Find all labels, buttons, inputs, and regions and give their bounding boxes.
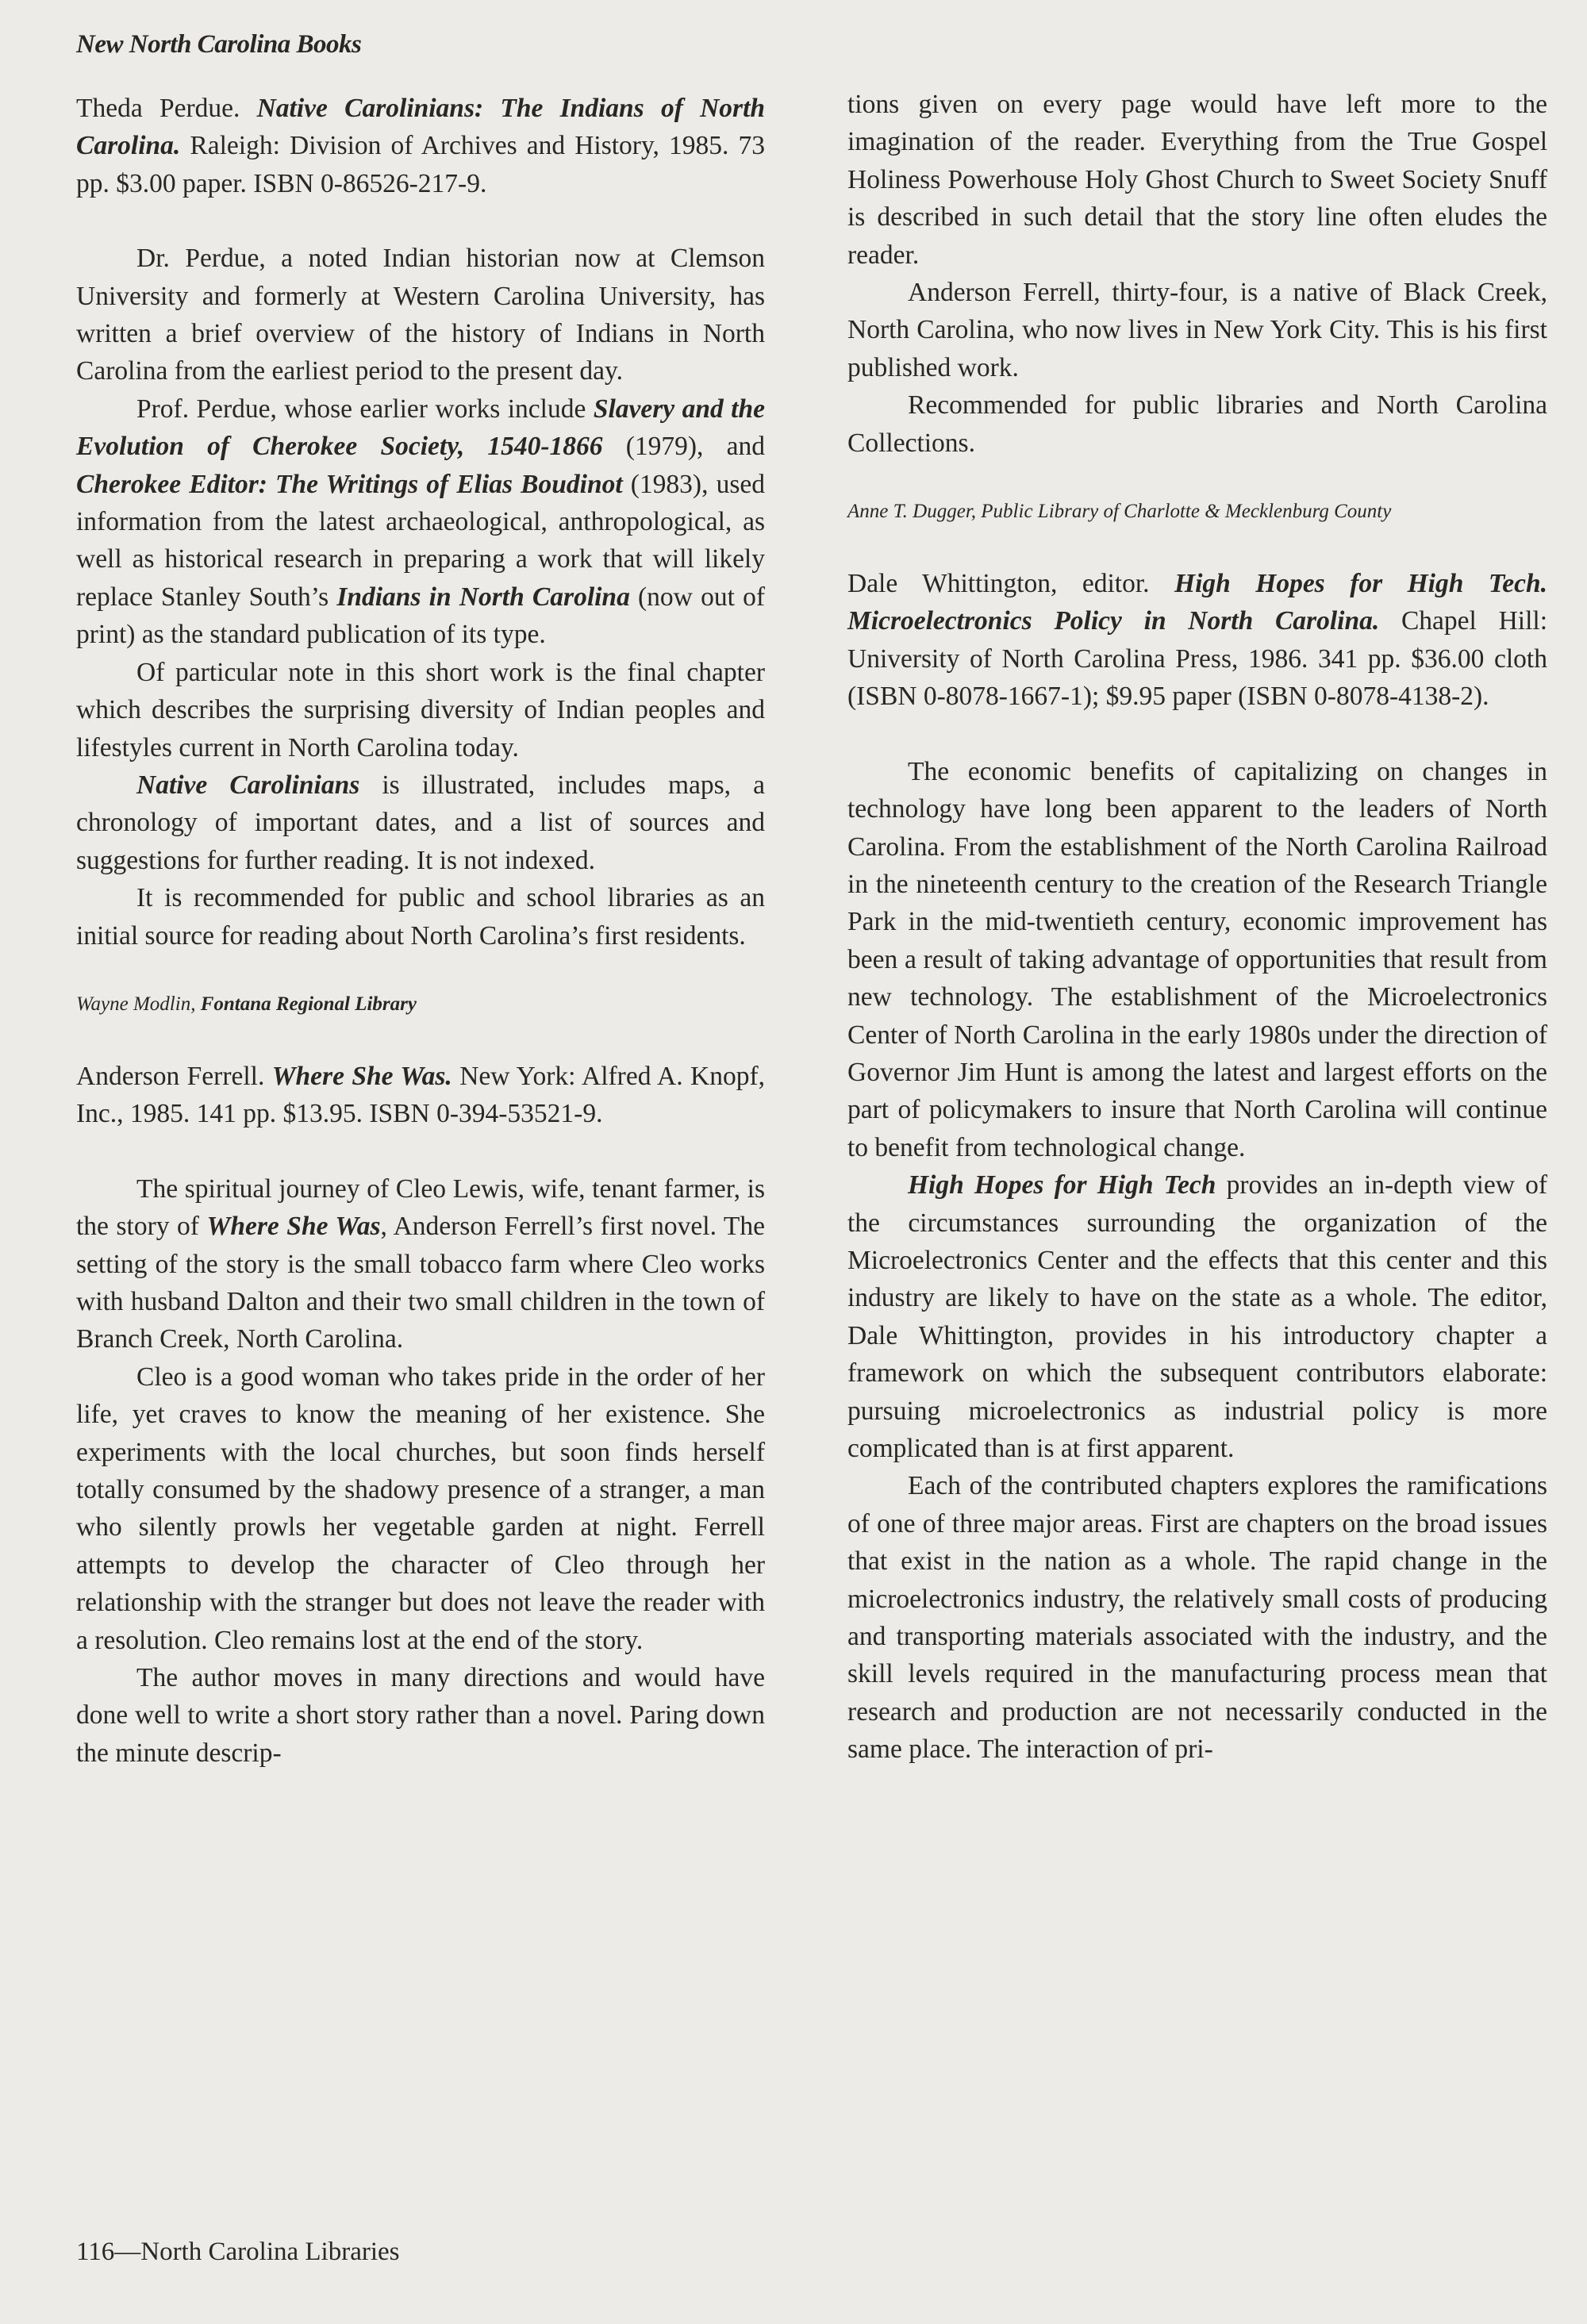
citation-publication: Chapel Hill: University of North Carolina Press, 1986. 341 pp. $36.00 cloth (ISBN 0-8078-1667-1); $9.95 paper (ISBN 0-8078-4138-2). bbox=[847, 606, 1547, 712]
text-run: (1979), and bbox=[602, 432, 765, 462]
text-run: Prof. Perdue, whose earlier works include bbox=[136, 394, 594, 424]
reviewer-credit bbox=[847, 495, 1547, 528]
running-header: New North Carolina Books bbox=[76, 30, 362, 59]
citation-title: Native Carolinians: The Indians of North Carolina. bbox=[76, 94, 766, 161]
review-paragraph bbox=[76, 390, 765, 654]
text-run: The spiritual journey of Cleo Lewis, wife, tenant farmer, is the story of bbox=[76, 1174, 765, 1242]
book-title: High Hopes for High Tech bbox=[908, 1170, 1216, 1200]
right-column bbox=[847, 86, 1547, 1769]
review-paragraph: Dr. Perdue, a noted Indian historian now at Clemson University and formerly at Western Carolina University, has written a brief overview of the history of Indians in North Carolina from the earliest period to the present day. bbox=[76, 244, 765, 386]
book-title: Slavery and the Evolution of Cherokee Society, 1540-1866 bbox=[76, 394, 765, 462]
book-title: Native Carolinians bbox=[136, 770, 360, 800]
text-run: is illustrated, includes maps, a chronology of important dates, and a list of sources and suggestions for further reading. It is not indexed. bbox=[76, 770, 765, 875]
citation-publication: New York: Alfred A. Knopf, Inc., 1985. 141 pp. $13.95. ISBN 0-394-53521-9. bbox=[76, 1061, 765, 1129]
text-run: , Anderson Ferrell’s first novel. The setting of the story is the small tobacco farm where Cleo works with husband Dalton and their two small children in the town of Branch Creek, North Carolina. bbox=[76, 1212, 765, 1354]
book-title: Indians in North Carolina bbox=[336, 582, 630, 612]
reviewer-institution: Fontana Regional Library bbox=[200, 993, 417, 1015]
book-title: Cherokee Editor: The Writings of Elias Boudinot bbox=[76, 469, 623, 499]
review-paragraph-continued: The author moves in many directions and would have done well to write a short story rather than a novel. Paring down the minute descrip- bbox=[76, 1663, 765, 1768]
citation-title: High Hopes for High Tech. Microelectronics Policy in North Carolina. bbox=[847, 569, 1547, 636]
citation-publication: Raleigh: Division of Archives and History, 1985. 73 pp. $3.00 paper. ISBN 0-86526-217-9. bbox=[76, 131, 766, 198]
text-run: provides an in-depth view of the circumstances surrounding the organization of the Microelectronics Center and the effects that this center and this industry are likely to have on the state as a whole. The editor, Dale Whittington, provides in his introductory chapter a framework on which the subsequent contributors elaborate: pursuing microelectronics as industrial policy is more complicated than is at first apparent. bbox=[847, 1170, 1547, 1463]
review-paragraph: It is recommended for public and school libraries as an initial source for reading about North Carolina’s first residents. bbox=[76, 883, 765, 951]
review-paragraph: The economic benefits of capitalizing on changes in technology have long been apparent to the leaders of North Carolina. From the establishment of the North Carolina Railroad in the nineteenth century to the creation of the Research Triangle Park in the mid-twentieth century, economic improvement has been a result of taking advantage of opportunities that result from new technology. The establishment of the Microelectronics Center of North Carolina in the early 1980s under the direction of Governor Jim Hunt is among the latest and largest efforts on the part of policymakers to insure that North Carolina will continue to benefit from technological change. bbox=[847, 756, 1547, 1162]
review-paragraph-continuation: tions given on every page would have left more to the imagination of the reader. Everything from the True Gospel Holiness Powerhouse Holy Ghost Church to Sweet Society Snuff is described in such detail that the story line often eludes the reader. bbox=[847, 90, 1547, 270]
page-footer: 116—North Carolina Libraries bbox=[76, 2238, 400, 2266]
review-paragraph bbox=[76, 1170, 765, 1358]
citation-author: Anderson Ferrell. bbox=[76, 1061, 272, 1091]
review-paragraph: Of particular note in this short work is the final chapter which describes the surprising diversity of Indian peoples and lifestyles current in North Carolina today. bbox=[76, 657, 765, 763]
citation-high-hopes bbox=[847, 565, 1547, 716]
text-run: (now out of print) as the standard publication of its type. bbox=[76, 582, 765, 650]
citation-author: Dale Whittington, editor. bbox=[847, 569, 1175, 599]
text-run: (1983), used information from the latest archaeological, anthropological, as well as historical research in preparing a work that will likely replace Stanley South’s bbox=[76, 469, 765, 612]
review-paragraph: Anderson Ferrell, thirty-four, is a native of Black Creek, North Carolina, who now lives in New York City. This is his first published work. bbox=[847, 278, 1547, 382]
reviewer-name: Anne T. Dugger, bbox=[847, 501, 982, 523]
review-paragraph bbox=[76, 766, 765, 879]
citation-native-carolinians bbox=[76, 90, 765, 202]
reviewer-institution: Public Library of Charlotte & Mecklenburg County bbox=[981, 501, 1392, 523]
review-paragraph: Recommended for public libraries and North Carolina Collections. bbox=[847, 390, 1547, 458]
citation-title: Where She Was. bbox=[271, 1061, 452, 1091]
review-paragraph bbox=[847, 1166, 1547, 1467]
book-title: Where She Was bbox=[206, 1212, 381, 1242]
review-paragraph: Cleo is a good woman who takes pride in the order of her life, yet craves to know the meaning of her existence. She experiments with the local churches, but soon finds herself totally consumed by the shadowy presence of a stranger, a man who silently prowls her vegetable garden at night. Ferrell attempts to develop the character of Cleo through her relationship with the stranger but does not leave the reader with a resolution. Cleo remains lost at the end of the story. bbox=[76, 1362, 765, 1655]
review-paragraph: Each of the contributed chapters explores the ramifications of one of three major areas. First are chapters on the broad issues that exist in the nation as a whole. The rapid change in the microelectronics industry, the relatively small costs of producing and transporting materials associated with the industry, and the skill levels required in the manufacturing process mean that research and production are not necessarily conducted in the same place. The interaction of pri- bbox=[847, 1471, 1547, 1765]
left-column bbox=[76, 90, 765, 1772]
citation-author: Theda Perdue. bbox=[76, 94, 240, 123]
reviewer-credit bbox=[76, 988, 765, 1021]
citation-where-she-was bbox=[76, 1058, 765, 1133]
reviewer-name: Wayne Modlin, bbox=[76, 993, 201, 1015]
